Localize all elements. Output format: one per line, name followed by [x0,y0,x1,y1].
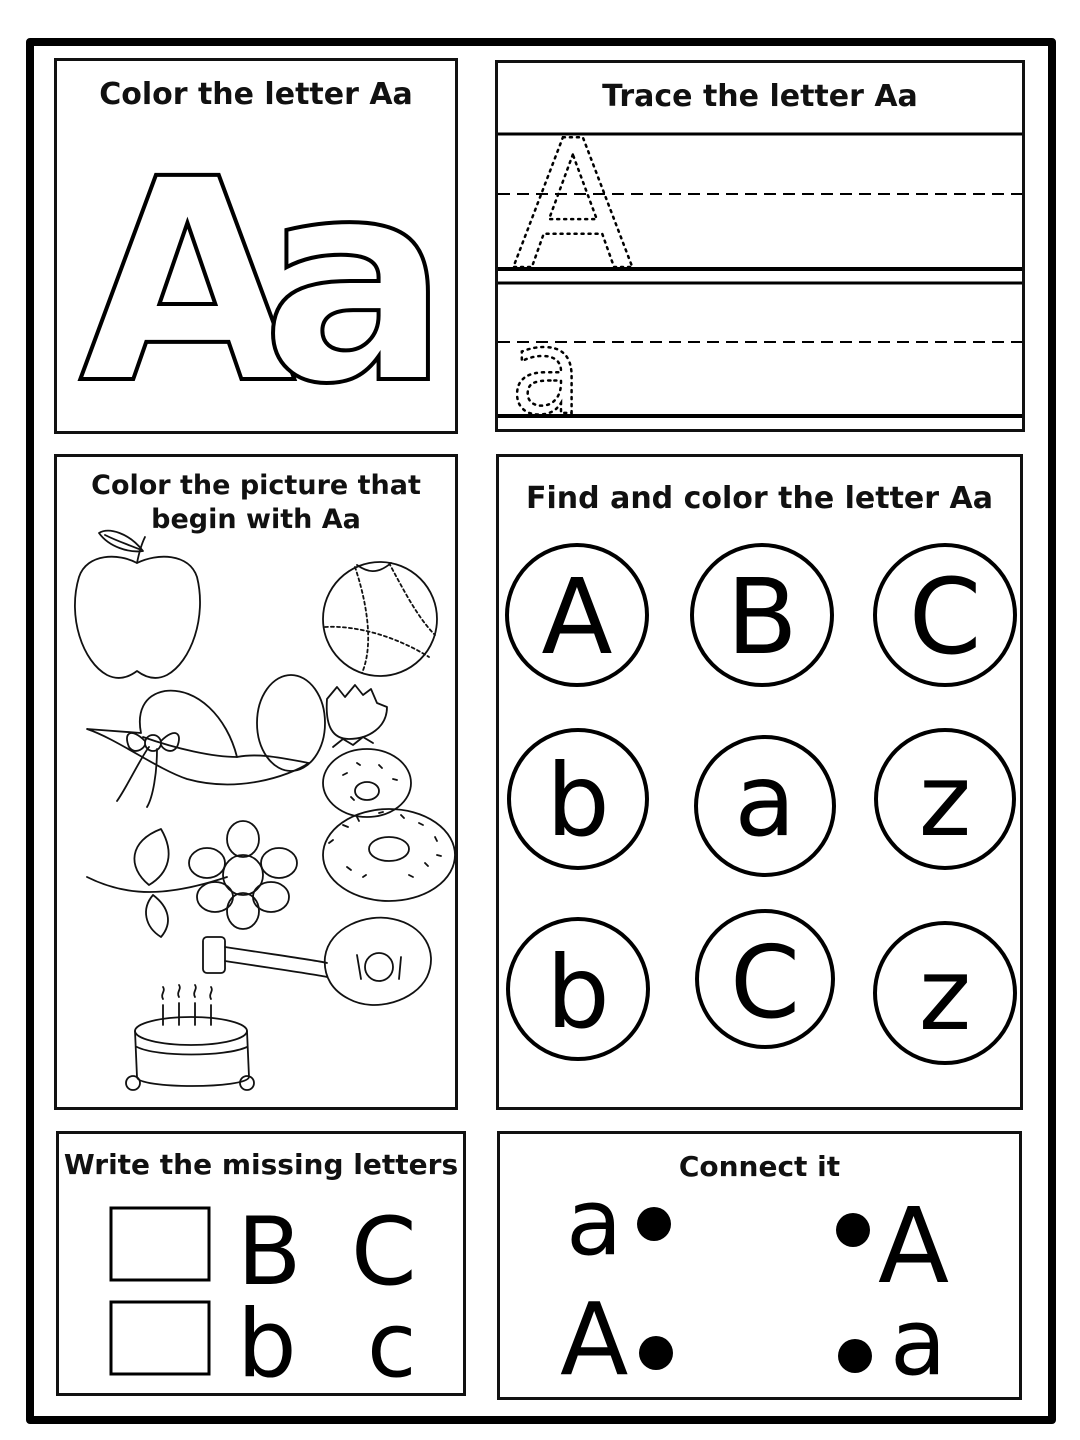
color-picture-panel [54,454,458,1110]
circle-letter-text: z [918,742,972,859]
trace-letter-lower[interactable]: a [510,303,583,429]
color-picture-title-2: begin with Aa [151,504,361,535]
donut-icon[interactable] [323,749,455,901]
connect-dot-left-1[interactable] [637,1207,671,1241]
pictures-canvas [57,457,455,1107]
letter-circles [499,457,1020,1107]
circle-letter-z[interactable] [876,730,1014,868]
missing-letters-area [59,1134,463,1393]
cake-icon[interactable] [126,985,254,1090]
circle-letter-text: B [726,556,798,678]
missing-letters-title: Write the missing letters [63,1148,459,1181]
connect-right-letter: a [890,1289,947,1396]
connect-title: Connect it [678,1150,841,1183]
tracing-lines [498,63,1022,429]
connect-area [500,1134,1019,1397]
circle-letter-text: a [734,742,796,859]
hat-icon[interactable] [87,691,309,807]
trace-letter-panel [495,60,1025,432]
color-letter-panel [54,58,458,434]
sequence-letter: C [351,1198,417,1307]
outline-letters [57,121,455,431]
circle-letter-text: C [908,556,982,678]
sequence-letter: b [237,1290,297,1393]
circle-letter-b[interactable] [508,919,648,1059]
connect-right-letter: A [878,1185,950,1307]
outline-letter-upper: A [79,121,296,431]
connect-dot-left-2[interactable] [639,1336,673,1370]
connect-left-letter: A [560,1281,629,1397]
circle-letter-text: b [546,742,610,859]
connect-panel [497,1131,1022,1400]
color-letter-title: Color the letter Aa [99,77,413,112]
circle-letter-text: z [918,936,972,1053]
connect-dot-right-1[interactable] [836,1213,870,1247]
sequence-letter: B [237,1198,302,1307]
apple-icon[interactable] [75,531,200,678]
circle-letter-z[interactable] [875,923,1015,1063]
guitar-icon[interactable] [203,918,431,1005]
connect-dot-right-2[interactable] [838,1339,872,1373]
missing-letters-panel [56,1131,466,1396]
trace-letter-title: Trace the letter Aa [602,79,918,114]
flower-icon[interactable] [87,821,297,937]
trace-letter-upper[interactable]: A [512,102,634,309]
answer-box-upper[interactable] [111,1208,209,1280]
find-letter-title: Find and color the letter Aa [526,481,993,516]
ball-icon[interactable] [323,562,437,676]
answer-box-lower[interactable] [111,1302,209,1374]
sequence-letter: c [367,1293,417,1393]
circle-letter-C[interactable] [875,545,1015,685]
circle-letter-text: C [730,924,800,1041]
circle-letter-text: b [546,934,610,1051]
circle-letter-a[interactable] [696,737,834,875]
connect-left-letter: a [566,1169,623,1276]
circle-letter-B[interactable] [692,545,832,685]
circle-letter-A[interactable] [507,545,647,685]
color-picture-title-1: Color the picture that [91,470,421,501]
circle-letter-C[interactable] [697,911,833,1047]
outline-letter-lower: a [261,121,450,431]
circle-letter-b[interactable] [509,730,647,868]
circle-letter-text: A [541,556,613,678]
find-letter-panel [496,454,1023,1110]
